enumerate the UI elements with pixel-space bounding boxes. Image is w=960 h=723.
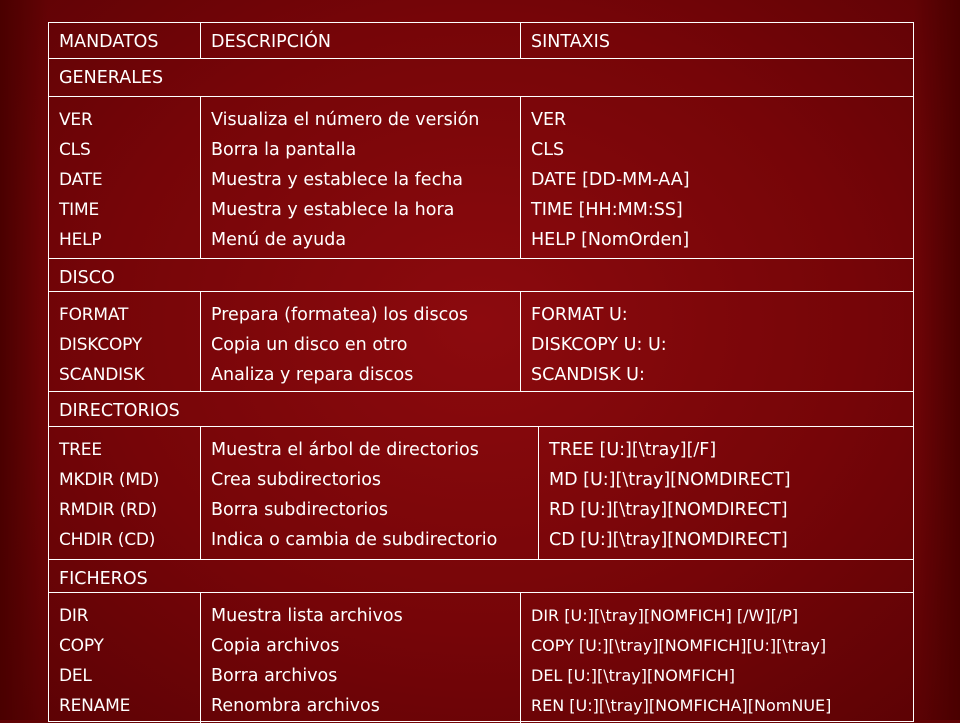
list-item: COPY bbox=[59, 636, 104, 656]
directorios-syntax bbox=[539, 427, 913, 560]
directorios-commands bbox=[49, 427, 201, 560]
list-item: Copia archivos bbox=[211, 636, 340, 656]
list-item: Indica o cambia de subdirectorio bbox=[211, 530, 498, 550]
list-item: Analiza y repara discos bbox=[211, 365, 414, 385]
list-item: DATE bbox=[59, 170, 103, 190]
list-item: Muestra el árbol de directorios bbox=[211, 440, 479, 460]
slide-edge-left bbox=[0, 0, 48, 720]
section-directorios: DIRECTORIOS bbox=[49, 392, 913, 427]
ficheros-syntax bbox=[521, 593, 913, 723]
list-item: Renombra archivos bbox=[211, 696, 380, 716]
ficheros-descriptions bbox=[201, 593, 521, 723]
commands-table bbox=[48, 22, 914, 722]
list-item: COPY [U:][\tray][NOMFICH][U:][\tray] bbox=[531, 636, 827, 655]
list-item: CLS bbox=[531, 140, 565, 160]
list-item: TIME [HH:MM:SS] bbox=[531, 200, 683, 220]
list-item: MD [U:][\tray][NOMDIRECT] bbox=[549, 470, 791, 490]
header-descripcion: DESCRIPCIÓN bbox=[201, 23, 521, 59]
list-item: DISKCOPY bbox=[59, 335, 143, 355]
list-item: SCANDISK bbox=[59, 365, 145, 385]
list-item: RENAME bbox=[59, 696, 131, 716]
list-item: Borra la pantalla bbox=[211, 140, 357, 160]
slide-edge-right bbox=[914, 0, 960, 720]
list-item: DEL [U:][\tray][NOMFICH] bbox=[531, 666, 735, 685]
header-mandatos: MANDATOS bbox=[49, 23, 201, 59]
list-item: TREE bbox=[59, 440, 102, 460]
list-item: Menú de ayuda bbox=[211, 230, 347, 250]
disco-commands bbox=[49, 292, 201, 392]
list-item: DATE [DD-MM-AA] bbox=[531, 170, 690, 190]
generales-commands bbox=[49, 97, 201, 259]
list-item: FORMAT U: bbox=[531, 305, 628, 325]
disco-syntax bbox=[521, 292, 913, 392]
list-item: CHDIR (CD) bbox=[59, 530, 156, 550]
list-item: Crea subdirectorios bbox=[211, 470, 382, 490]
section-ficheros: FICHEROS bbox=[49, 560, 913, 593]
list-item: Copia un disco en otro bbox=[211, 335, 408, 355]
list-item: REN [U:][\tray][NOMFICHA][NomNUE] bbox=[531, 696, 832, 715]
disco-descriptions bbox=[201, 292, 521, 392]
section-disco: DISCO bbox=[49, 259, 913, 292]
list-item: Muestra y establece la fecha bbox=[211, 170, 464, 190]
list-item: RD [U:][\tray][NOMDIRECT] bbox=[549, 500, 788, 520]
header-sintaxis: SINTAXIS bbox=[521, 23, 913, 59]
list-item: Visualiza el número de versión bbox=[211, 110, 480, 130]
list-item: VER bbox=[59, 110, 93, 130]
list-item: DISKCOPY U: U: bbox=[531, 335, 667, 355]
list-item: Muestra y establece la hora bbox=[211, 200, 455, 220]
list-item: DEL bbox=[59, 666, 92, 686]
list-item: DIR [U:][\tray][NOMFICH] [/W][/P] bbox=[531, 606, 799, 625]
ficheros-commands bbox=[49, 593, 201, 723]
list-item: CD [U:][\tray][NOMDIRECT] bbox=[549, 530, 788, 550]
list-item: TREE [U:][\tray][/F] bbox=[549, 440, 717, 460]
list-item: MKDIR (MD) bbox=[59, 470, 160, 490]
list-item: HELP [NomOrden] bbox=[531, 230, 690, 250]
section-generales: GENERALES bbox=[49, 59, 913, 97]
list-item: TIME bbox=[59, 200, 100, 220]
generales-descriptions bbox=[201, 97, 521, 259]
list-item: Borra archivos bbox=[211, 666, 338, 686]
list-item: RMDIR (RD) bbox=[59, 500, 157, 520]
list-item: DIR bbox=[59, 606, 89, 626]
list-item: Prepara (formatea) los discos bbox=[211, 305, 469, 325]
generales-syntax bbox=[521, 97, 913, 259]
list-item: Borra subdirectorios bbox=[211, 500, 389, 520]
list-item: HELP bbox=[59, 230, 102, 250]
list-item: CLS bbox=[59, 140, 91, 160]
list-item: FORMAT bbox=[59, 305, 129, 325]
directorios-descriptions bbox=[201, 427, 539, 560]
list-item: Muestra lista archivos bbox=[211, 606, 403, 626]
list-item: VER bbox=[531, 110, 567, 130]
list-item: SCANDISK U: bbox=[531, 365, 645, 385]
